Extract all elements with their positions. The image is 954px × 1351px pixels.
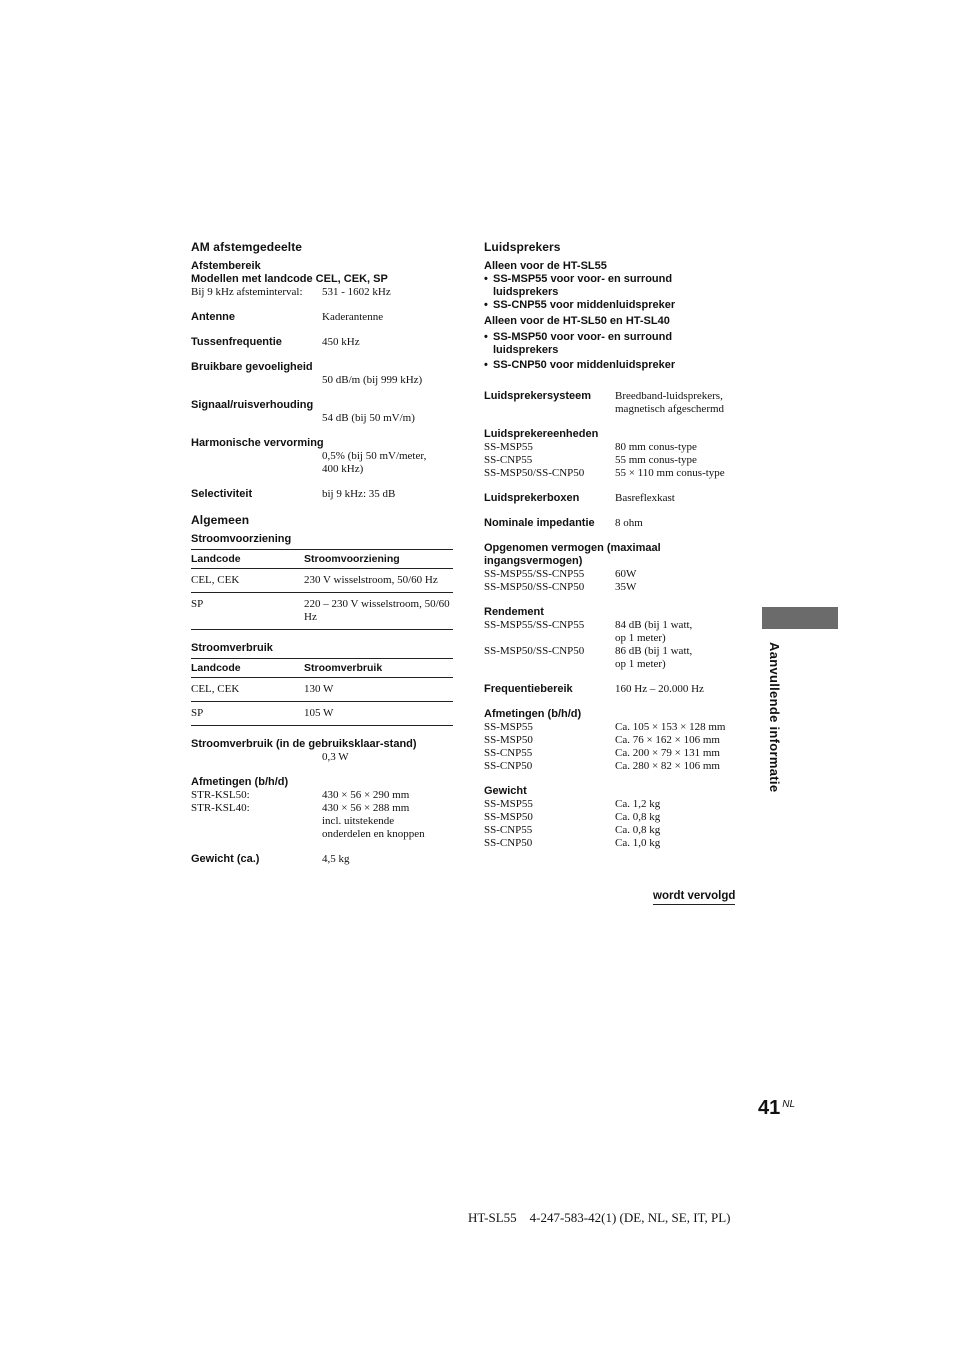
spec-interval (191, 286, 453, 299)
sens-label: Bruikbare gevoeligheid (191, 361, 313, 373)
thd-value-2: 400 kHz) (322, 463, 364, 475)
input-model: SS-MSP50/SS-CNP50 (484, 581, 585, 593)
label-range: Afstembereik (191, 260, 261, 272)
power-label: Stroomvoorziening (191, 533, 292, 545)
bullet-text-1: SS-MSP55 voor voor- en surround (493, 273, 673, 285)
bullet-item (484, 273, 746, 299)
dims-value: 430 × 56 × 288 mm (322, 802, 410, 814)
table-cell: 220 – 230 V wisselstroom, 50/60 Hz (304, 593, 453, 630)
dims-row-2 (191, 802, 453, 841)
dims-value: Ca. 76 × 162 × 106 mm (615, 734, 720, 746)
bullet-item (484, 299, 746, 312)
page-number (758, 1097, 796, 1120)
weight-model: SS-MSP50 (484, 811, 533, 823)
footer-model-code: HT-SL55 4-247-583-42(1) (DE, NL, SE, IT, PL) (468, 1210, 731, 1225)
imp-value: 8 ohm (615, 517, 643, 529)
consumption-header-code: Landcode (191, 659, 304, 678)
weight-value: Ca. 1,2 kg (615, 798, 661, 810)
interval-label: Bij 9 kHz afsteminterval: (191, 286, 303, 298)
input-value: 35W (615, 581, 637, 593)
standby-label: Stroomverbruik (in de gebruiksklaar-stand) (191, 738, 417, 750)
power-header-supply: Stroomvoorziening (304, 550, 453, 569)
sens-value: 50 dB/m (bij 999 kHz) (322, 374, 423, 386)
dims-note: incl. uitstekende (322, 815, 395, 827)
bullet-item (484, 331, 746, 357)
list-item (484, 811, 746, 824)
table-row (191, 593, 453, 630)
bullet-mark: • (484, 299, 488, 311)
bullet-item (484, 359, 746, 372)
spec-system (484, 390, 746, 416)
input-value: 60W (615, 568, 637, 580)
eff-model: SS-MSP50/SS-CNP50 (484, 645, 585, 657)
table-row (191, 569, 453, 593)
thd-label: Harmonische vervorming (191, 437, 324, 449)
left-column (191, 240, 453, 866)
bullet-text (493, 331, 672, 357)
units-label: Luidsprekereenheden (484, 428, 599, 440)
dims-value-block (322, 802, 453, 841)
right-column (484, 240, 746, 850)
spec-frequency (484, 683, 746, 696)
bullet-mark: • (484, 273, 488, 285)
section-title-am: AM afstemgedeelte (191, 240, 303, 254)
weight-value: 4,5 kg (322, 853, 350, 865)
continued-note: wordt vervolgd (653, 890, 735, 905)
list-item (484, 454, 746, 467)
page-number-value: 41 (758, 1097, 781, 1119)
bullet-text: SS-CNP50 voor middenluidspreker (493, 359, 676, 371)
spec-antenna (191, 311, 453, 324)
bullet-text: SS-CNP55 voor middenluidspreker (493, 299, 676, 311)
system-value-2: magnetisch afgeschermd (615, 403, 725, 415)
sel-value: bij 9 kHz: 35 dB (322, 488, 396, 500)
table-cell: 105 W (304, 702, 453, 726)
power-table (191, 549, 453, 630)
eff-model: SS-MSP55/SS-CNP55 (484, 619, 585, 631)
only-sl50-sl40: Alleen voor de HT-SL50 en HT-SL40 (484, 315, 670, 327)
dims-value: Ca. 280 × 82 × 106 mm (615, 760, 720, 772)
page-language-suffix: NL (782, 1099, 796, 1110)
side-tab-label (760, 642, 790, 832)
dims-model: STR-KSL50: (191, 789, 250, 801)
eff-value-2: op 1 meter) (615, 632, 666, 644)
thd-value-1: 0,5% (bij 50 mV/meter, (322, 450, 427, 462)
list-item (484, 568, 746, 581)
eff-value (615, 619, 746, 645)
eff-value-2: op 1 meter) (615, 658, 666, 670)
if-label: Tussenfrequentie (191, 336, 282, 348)
table-cell: CEL, CEK (191, 678, 304, 702)
input-label: Opgenomen vermogen (maximaal (484, 542, 661, 554)
bullet-mark: • (484, 331, 488, 343)
weight-value: Ca. 0,8 kg (615, 811, 661, 823)
spec-if (191, 336, 453, 349)
bullet-text-2: luidsprekers (493, 344, 559, 356)
weight-model: SS-CNP55 (484, 824, 533, 836)
section-title-general: Algemeen (191, 513, 250, 527)
interval-value: 531 - 1602 kHz (322, 286, 391, 298)
dims-value: Ca. 105 × 153 × 128 mm (615, 721, 726, 733)
antenna-label: Antenne (191, 311, 235, 323)
list-item (484, 619, 746, 645)
weight-value: Ca. 1,0 kg (615, 837, 661, 849)
consumption-table (191, 658, 453, 726)
system-value (615, 390, 746, 416)
dims-value: Ca. 200 × 79 × 131 mm (615, 747, 720, 759)
input-label-2: ingangsvermogen) (484, 555, 583, 567)
table-cell: 130 W (304, 678, 453, 702)
spec-weight (191, 853, 453, 866)
dims-note: onderdelen en knoppen (322, 828, 425, 840)
spec-boxes (484, 492, 746, 505)
label-models: Modellen met landcode CEL, CEK, SP (191, 273, 388, 285)
weight-model: SS-CNP50 (484, 837, 533, 849)
table-cell: 230 V wisselstroom, 50/60 Hz (304, 569, 453, 593)
dims-model: SS-MSP55 (484, 721, 533, 733)
side-tab-text: Aanvullende informatie (767, 642, 782, 793)
snr-row (191, 412, 453, 425)
spec-impedance (484, 517, 746, 530)
table-cell: SP (191, 593, 304, 630)
freq-label: Frequentiebereik (484, 683, 573, 695)
list-item (484, 441, 746, 454)
list-item (484, 760, 746, 773)
sens-row (191, 374, 453, 387)
standby-row (191, 751, 453, 764)
eff-label: Rendement (484, 606, 544, 618)
table-row (191, 702, 453, 726)
unit-value: 55 mm conus-type (615, 454, 697, 466)
only-sl55: Alleen voor de HT-SL55 (484, 260, 607, 272)
power-header-code: Landcode (191, 550, 304, 569)
imp-label: Nominale impedantie (484, 517, 595, 529)
weight-model: SS-MSP55 (484, 798, 533, 810)
list-item (484, 824, 746, 837)
dims-model: SS-CNP55 (484, 747, 533, 759)
unit-value: 55 × 110 mm conus-type (615, 467, 725, 479)
list-item (484, 798, 746, 811)
dims-label: Afmetingen (b/h/d) (484, 708, 582, 720)
table-cell: CEL, CEK (191, 569, 304, 593)
bullet-text-1: SS-MSP50 voor voor- en surround (493, 331, 673, 343)
unit-model: SS-MSP50/SS-CNP50 (484, 467, 585, 479)
eff-value (615, 645, 746, 671)
freq-value: 160 Hz – 20.000 Hz (615, 683, 704, 695)
table-cell: SP (191, 702, 304, 726)
bullet-text-2: luidsprekers (493, 286, 559, 298)
section-tab-marker (762, 607, 838, 629)
bullet-mark: • (484, 359, 488, 371)
boxes-label: Luidsprekerboxen (484, 492, 580, 504)
list-item (484, 581, 746, 594)
input-model: SS-MSP55/SS-CNP55 (484, 568, 585, 580)
if-value: 450 kHz (322, 336, 360, 348)
standby-value: 0,3 W (322, 751, 349, 763)
consumption-label: Stroomverbruik (191, 642, 273, 654)
list-item (484, 467, 746, 480)
snr-value: 54 dB (bij 50 mV/m) (322, 412, 415, 424)
dims-model: SS-CNP50 (484, 760, 533, 772)
antenna-value: Kaderantenne (322, 311, 384, 323)
weight-label: Gewicht (ca.) (191, 853, 260, 865)
unit-value: 80 mm conus-type (615, 441, 697, 453)
table-row (191, 678, 453, 702)
list-item (484, 721, 746, 734)
boxes-value: Basreflexkast (615, 492, 675, 504)
weight-value: Ca. 0,8 kg (615, 824, 661, 836)
unit-model: SS-MSP55 (484, 441, 533, 453)
thd-value (322, 450, 453, 476)
unit-model: SS-CNP55 (484, 454, 533, 466)
weight-label: Gewicht (484, 785, 527, 797)
list-item (484, 837, 746, 850)
dims-row-1 (191, 789, 453, 802)
system-value-1: Breedband-luidsprekers, (615, 390, 723, 402)
list-item (484, 645, 746, 671)
snr-label: Signaal/ruisverhouding (191, 399, 314, 411)
list-item (484, 734, 746, 747)
section-title-speakers: Luidsprekers (484, 240, 561, 254)
dims-value: 430 × 56 × 290 mm (322, 789, 410, 801)
sel-label: Selectiviteit (191, 488, 253, 500)
eff-value-1: 84 dB (bij 1 watt, (615, 619, 693, 631)
dims-model: SS-MSP50 (484, 734, 533, 746)
dims-label: Afmetingen (b/h/d) (191, 776, 289, 788)
eff-value-1: 86 dB (bij 1 watt, (615, 645, 693, 657)
consumption-header-value: Stroomverbruik (304, 659, 453, 678)
thd-row (191, 450, 453, 476)
spec-selectivity (191, 488, 453, 501)
list-item (484, 747, 746, 760)
bullet-text (493, 273, 672, 299)
system-label: Luidsprekersysteem (484, 390, 591, 402)
dims-model: STR-KSL40: (191, 802, 250, 814)
